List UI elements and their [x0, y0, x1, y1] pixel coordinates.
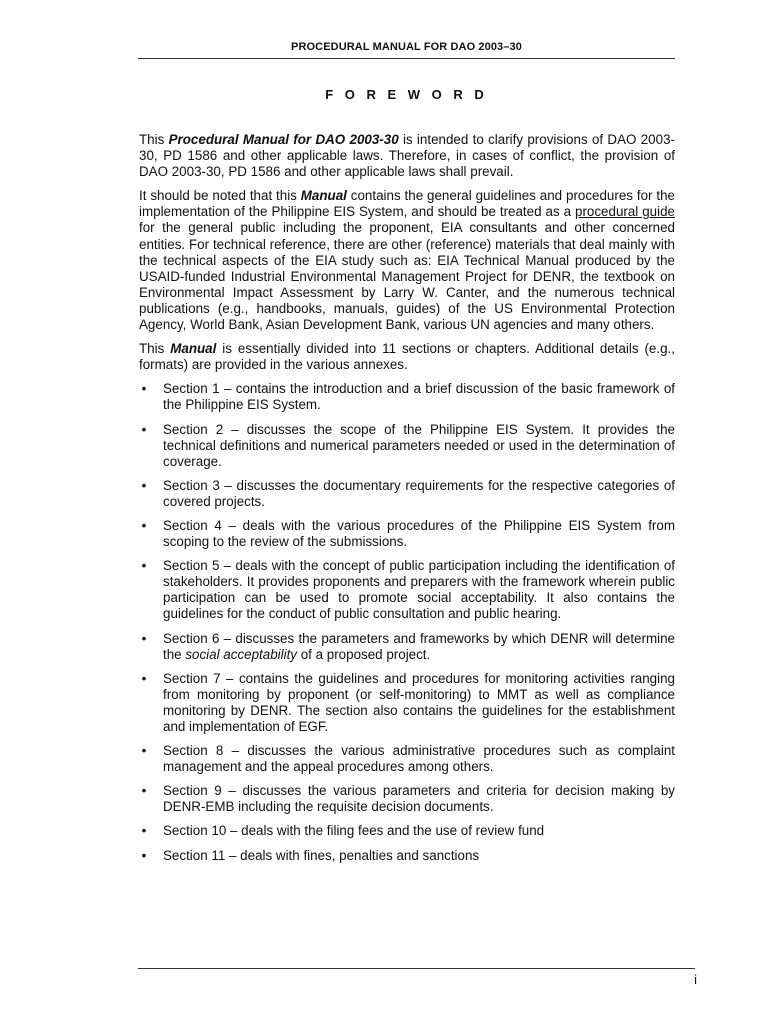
list-item-text: Section 10 – deals with the filing fees and the use of review fund [163, 823, 545, 839]
list-item-section-3 [139, 478, 675, 510]
list-item-text: of a proposed project. [297, 646, 431, 662]
text-run: is essentially divided into 11 sections or chapters. Additional details (e.g., formats) are provided in the various annexes. [139, 341, 675, 373]
list-item-text: Section 3 – discusses the documentary requirements for the respective categories of covered projects. [163, 477, 675, 509]
list-item-section-10 [139, 823, 675, 839]
list-item-section-9 [139, 783, 675, 815]
list-item-text: Section 4 – deals with the various procedures of the Philippine EIS System from scoping to the review of the submissions. [163, 517, 675, 550]
footer-rule [138, 968, 695, 969]
bullet-icon: • [141, 783, 147, 799]
list-item-text: Section 2 – discusses the scope of the Philippine EIS System. It provides the technical definitions and numerical parameters needed or used in the determination of coverage. [163, 421, 675, 469]
bullet-icon: • [141, 847, 147, 863]
list-item-section-1 [139, 381, 675, 413]
bullet-icon: • [141, 823, 147, 839]
header-rule [138, 58, 675, 59]
manual-title-emphasis: Procedural Manual for DAO 2003-30 [168, 132, 399, 147]
paragraph-intro [139, 132, 675, 180]
section-list [139, 381, 675, 863]
social-acceptability-emphasis: social acceptability [185, 646, 297, 662]
list-item-section-7 [139, 671, 675, 735]
list-item-text: Section 7 – contains the guidelines and procedures for monitoring activities ranging from monitoring by proponent (or self-monitoring) to MMT as well as compliance monitoring by DENR. The section also contains the guidelines for the establishment and implementation of EGF. [163, 670, 675, 734]
text-run: This [139, 341, 171, 357]
list-item-text: Section 1 – contains the introduction and a brief discussion of the basic framework of the Philippine EIS System. [163, 381, 675, 413]
bullet-icon: • [141, 477, 147, 493]
list-item-text: Section 6 – discusses the parameters and frameworks by which DENR will determine the [163, 630, 675, 662]
bullet-icon: • [141, 670, 147, 686]
list-item-text: Section 8 – discusses the various administrative procedures such as complaint management and the appeal procedures among others. [163, 743, 675, 775]
page-title: F O R E W O R D [325, 87, 488, 102]
text-run: This [139, 132, 169, 147]
list-item-text: Section 11 – deals with fines, penalties and sanctions [163, 847, 480, 863]
bullet-icon: • [141, 381, 147, 397]
list-item-section-2 [139, 422, 675, 470]
manual-emphasis: Manual [170, 341, 217, 357]
list-item-section-8 [139, 743, 675, 775]
page-number: i [694, 972, 697, 987]
running-header: PROCEDURAL MANUAL FOR DAO 2003–30 [291, 41, 522, 53]
bullet-icon: • [141, 421, 147, 437]
bullet-icon: • [141, 558, 147, 574]
list-item-text: Section 9 – discusses the various parameters and criteria for decision making by DENR-EMB including the requisite decision documents. [163, 783, 675, 815]
manual-emphasis: Manual [300, 188, 347, 204]
text-run: contains the general guidelines and procedures for the implementation of the Philippine EIS System, and should be treated as a [139, 188, 675, 220]
list-item-section-5 [139, 558, 675, 622]
paragraph-guidelines [139, 188, 675, 333]
list-item-text: Section 5 – deals with the concept of public participation including the identification of stakeholders. It provides proponents and preparers with the framework wherein public participation can be used to promote social acceptability. It also contains the guidelines for the conduct of public consultation and public hearing. [163, 558, 675, 622]
bullet-icon: • [141, 743, 147, 759]
list-item-section-4 [139, 518, 675, 550]
bullet-icon: • [141, 630, 147, 646]
foreword-body [139, 132, 675, 872]
list-item-section-11 [139, 848, 675, 864]
procedural-guide-underlined: procedural guide [575, 204, 675, 220]
text-run: It should be noted that this [139, 188, 301, 204]
text-run: for the general public including the proponent, EIA consultants and other concerned entities. For technical reference, there are other (reference) materials that deal mainly with the technical aspects of the EIA study such as: EIA Technical Manual produced by the USAID-funded Industrial Environmental Management Project for DENR, the textbook on Environmental Impact Assessment by Larry W. Canter, and the numerous technical publications (e.g., handbooks, manuals, guides) of the US Environmental Protection Agency, World Bank, Asian Development Bank, various UN agencies and many others. [139, 220, 675, 333]
text-run: is intended to clarify provisions of DAO 2003-30, PD 1586 and other applicable laws. Therefore, in cases of conflict, the provision of DAO 2003-30, PD 1586 and other applicable laws shall prevail. [139, 132, 675, 180]
list-item-section-6 [139, 631, 675, 663]
bullet-icon: • [141, 517, 147, 533]
paragraph-sections-intro [139, 341, 675, 373]
